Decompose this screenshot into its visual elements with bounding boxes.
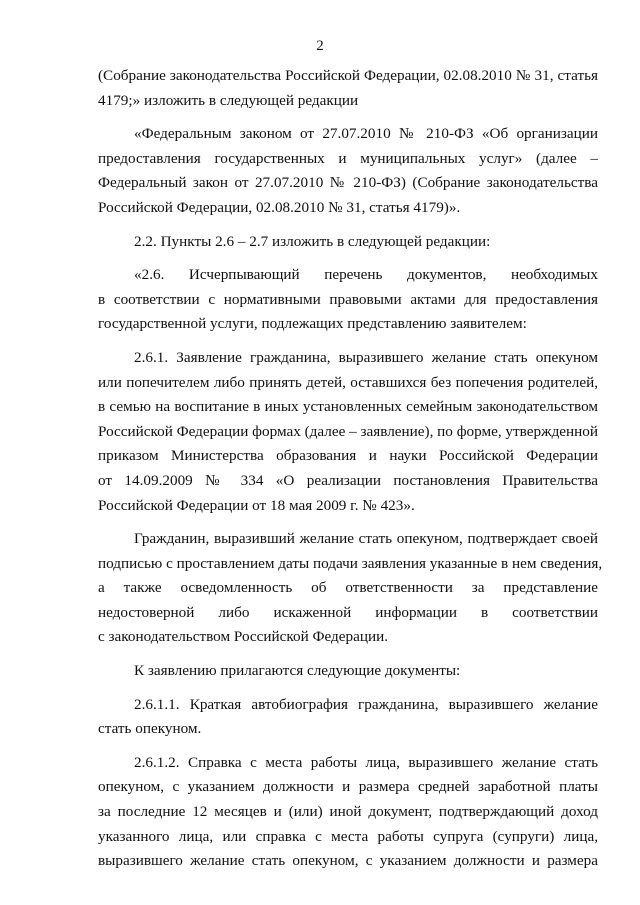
text-line: или попечителем либо принять детей, оставшихся без попечения родителей, — [98, 373, 598, 391]
text-line: Российской Федерации, 02.08.2010 № 31, статья 4179)». — [98, 198, 461, 216]
text-line: а также осведомленность об ответственности за представление — [98, 579, 598, 597]
text-line: Федеральный закон от 27.07.2010 № 210-ФЗ) (Собрание законодательства — [98, 174, 598, 192]
page-number: 2 — [316, 38, 324, 54]
text-line: 2.6.1.2. Справка с места работы лица, выразившего желание стать — [134, 753, 598, 771]
text-line: предоставления государственных и муниципальных услуг» (далее – — [98, 149, 598, 167]
text-line: «Федеральным законом от 27.07.2010 № 210-ФЗ «Об организации — [134, 125, 598, 143]
text-line: с законодательством Российской Федерации. — [98, 628, 389, 646]
text-line: 4179;» изложить в следующей редакции — [98, 91, 359, 109]
text-line: в соответствии с нормативными правовыми актами для предоставления — [98, 290, 598, 308]
text-line: государственной услуги, подлежащих представлению заявителем: — [98, 315, 527, 333]
text-line: (Собрание законодательства Российской Федерации, 02.08.2010 № 31, статья — [98, 67, 598, 84]
text-line: 2.2. Пункты 2.6 – 2.7 изложить в следующей редакции: — [134, 232, 491, 250]
text-line: Российской Федерации от 18 мая 2009 г. № 423». — [98, 496, 415, 514]
text-line: стать опекуном. — [98, 720, 202, 738]
text-line: «2.6. Исчерпывающий перечень документов, необходимых — [134, 266, 598, 284]
text-line: приказом Министерства образования и науки Российской Федерации — [98, 447, 598, 465]
text-line: от 14.09.2009 № 334 «О реализации постановления Правительства — [98, 471, 598, 489]
text-line: опекуном, с указанием должности и размера средней заработной платы — [98, 778, 598, 796]
text-line: Российской Федерации формах (далее – заявление), по форме, утвержденной — [98, 422, 599, 440]
text-line: недостоверной либо искаженной информации в соответствии — [98, 603, 598, 621]
text-line: за последние 12 месяцев и (или) иной документ, подтверждающий доход — [98, 803, 598, 821]
text-line: 2.6.1.1. Краткая автобиография гражданина, выразившего желание — [134, 695, 598, 713]
text-line: выразившего желание стать опекуном, с указанием должности и размера — [98, 852, 598, 870]
text-line: Гражданин, выразивший желание стать опекуном, подтверждает своей — [134, 530, 598, 548]
text-line: указанного лица, или справка с места работы супруга (супруги) лица, — [98, 827, 598, 845]
text-line: подписью с проставлением даты подачи заявления указанные в нем сведения, — [98, 554, 603, 572]
text-line: в семью на воспитание в иных установленных семейным законодательством — [98, 398, 598, 416]
document-body — [98, 64, 603, 874]
text-line: К заявлению прилагаются следующие документы: — [134, 662, 461, 680]
text-line: 2.6.1. Заявление гражданина, выразившего желание стать опекуном — [134, 348, 598, 366]
